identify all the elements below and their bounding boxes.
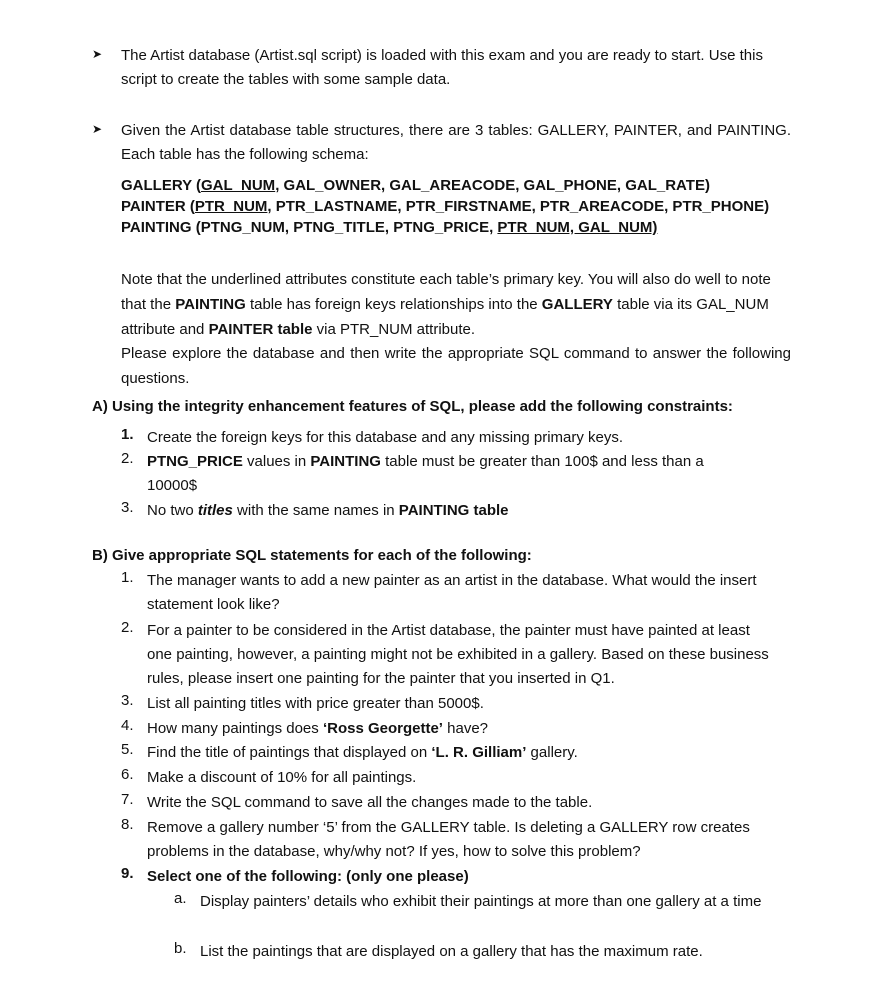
b-item-1: The manager wants to add a new painter as an artist in the database. What would the insert statement look like? <box>147 572 757 613</box>
a-item-number: 2. <box>121 450 134 467</box>
section-b-heading: B) Give appropriate SQL statements for each of the following: <box>92 547 532 564</box>
b-item-number: 3. <box>121 692 134 709</box>
schema-painting: PAINTING (PTNG_NUM, PTNG_TITLE, PTNG_PRICE, PTR_NUM, GAL_NUM) <box>121 219 658 236</box>
b-item-number: 6. <box>121 766 134 783</box>
schema-gallery: GALLERY (GAL_NUM, GAL_OWNER, GAL_AREACODE, GAL_PHONE, GAL_RATE) <box>121 177 710 194</box>
explore-paragraph: Please explore the database and then write the appropriate SQL command to answer the following questions. <box>121 345 791 387</box>
b-item-9: Select one of the following: (only one please) <box>147 868 469 885</box>
intro-bullet-1: The Artist database (Artist.sql script) is loaded with this exam and you are ready to start. Use this script to create the tables with some sample data. <box>121 47 763 88</box>
section-a-heading: A) Using the integrity enhancement features of SQL, please add the following constraints: <box>92 398 733 415</box>
b-item-number: 9. <box>121 865 134 882</box>
b-item-2: For a painter to be considered in the Artist database, the painter must have painted at least one painting, however, a painting might not be exhibited in a gallery. Based on these business rules, please insert one painting for the painter that you inserted in Q1. <box>147 622 769 687</box>
note-paragraph: Note that the underlined attributes constitute each table’s primary key. You will also do well to note that the PAINTING table has foreign keys relationships into the GALLERY table via its GAL_NUM attribute and PAINTER table via PTR_NUM attribute. <box>121 271 771 338</box>
b-subitem-a: Display painters’ details who exhibit their paintings at more than one gallery at a time <box>200 893 762 910</box>
a-item-3: No two titles with the same names in PAINTING table <box>147 502 509 519</box>
a-item-number: 3. <box>121 499 134 516</box>
b-item-number: 1. <box>121 569 134 586</box>
b-item-number: 8. <box>121 816 134 833</box>
arrow-bullet-icon: ➤ <box>92 47 103 61</box>
b-subitem-b: List the paintings that are displayed on a gallery that has the maximum rate. <box>200 943 703 960</box>
schema-painter: PAINTER (PTR_NUM, PTR_LASTNAME, PTR_FIRSTNAME, PTR_AREACODE, PTR_PHONE) <box>121 198 770 215</box>
b-item-6: Make a discount of 10% for all paintings. <box>147 769 417 786</box>
b-item-number: 5. <box>121 741 134 758</box>
b-item-number: 2. <box>121 619 134 636</box>
b-item-4: How many paintings does ‘Ross Georgette’ have? <box>147 720 489 737</box>
b-item-number: 4. <box>121 717 134 734</box>
a-item-2: PTNG_PRICE values in PAINTING table must be greater than 100$ and less than a 10000$ <box>147 453 704 494</box>
intro-bullet-2: Given the Artist database table structures, there are 3 tables: GALLERY, PAINTER, and PAINTING. Each table has the following schema: <box>121 122 791 163</box>
b-item-number: 7. <box>121 791 134 808</box>
b-item-8: Remove a gallery number ‘5’ from the GALLERY table. Is deleting a GALLERY row creates problems in the database, why/why not? If yes, how to solve this problem? <box>147 819 750 860</box>
arrow-bullet-icon: ➤ <box>92 122 103 136</box>
a-item-1: Create the foreign keys for this database and any missing primary keys. <box>147 429 624 446</box>
b-item-5: Find the title of paintings that displayed on ‘L. R. Gilliam’ gallery. <box>147 744 578 761</box>
b-subitem-letter: b. <box>174 940 187 957</box>
a-item-number: 1. <box>121 426 134 443</box>
b-item-7: Write the SQL command to save all the changes made to the table. <box>147 794 593 811</box>
b-item-3: List all painting titles with price greater than 5000$. <box>147 695 484 712</box>
b-subitem-letter: a. <box>174 890 187 907</box>
